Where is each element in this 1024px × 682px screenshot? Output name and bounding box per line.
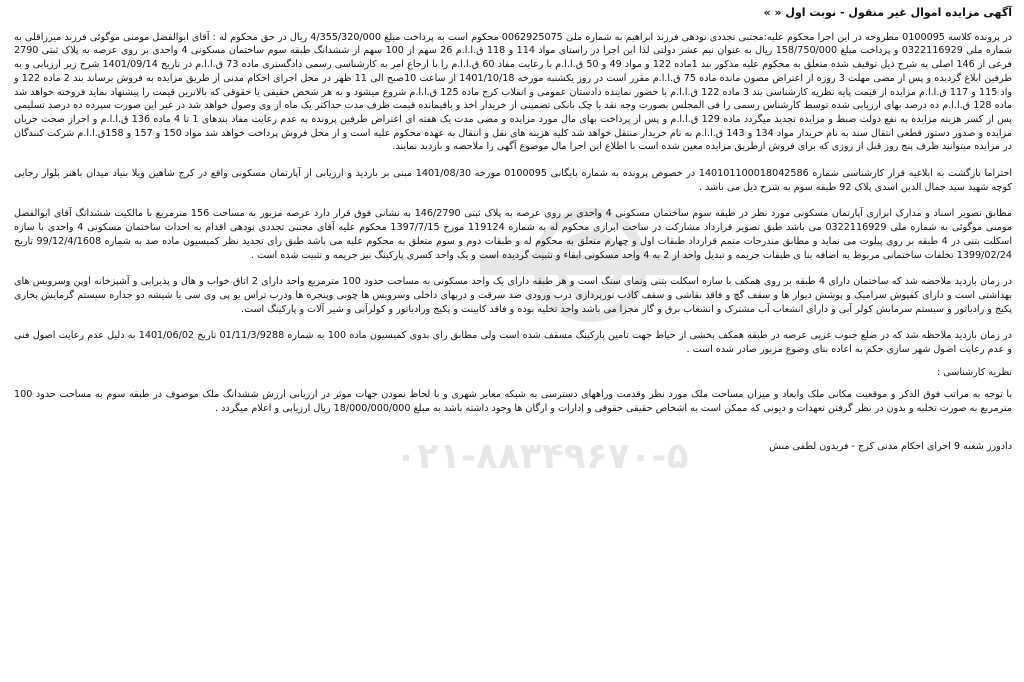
- notice-title: آگهی مزایده اموال غیر منقول - نوبت اول « »: [763, 6, 1012, 19]
- signature: دادورز شعبه 9 اجرای احکام مدنی کرج - فریدون لطفی منش: [769, 440, 1012, 452]
- expert-opinion-label: نظریه کارشناسی :: [937, 366, 1012, 378]
- notice-paragraph-1: در پرونده کلاسه 0100095 مطروحه در این اجرا محکوم علیه:مجتبی تجددی نودهی فرزند ابراهیم به شماره ملی 0062925075 محکوم است به پرداخت مبلغ 4/355/320/000 ریال در حق محکوم له : آقای ابوالفضل مومنی موگوئی فرزند میرزاقلی به شماره ملی 0322116929 و پرداخت مبلغ 158/750/000 ریال به عنوان نیم عشر دولتی لذا این اجرا در راستای مواد 114 و 118 ق.ا.ا.م 26 سهم از 100 سهم از ششدانگ طبقه سوم ساختمان مسکونی 4 واحدی بر روی عرصه به پلاک ثبتی 2790 فرعی از 146 اصلی به شرح ذیل توقیف شده متعلق به محکوم علیه مذکور بند 1ماده 122 و مواد 49 و 50 ق.ا.ا.م با رعایت مفاد 60 ق.ا.ا.م را با ارجاع امر به کارشناسی رسمی دادگستری ماده 73 ق.ا.ا.م در تاریخ 1401/09/14 شرح زیر ارزیابی و به طرفین ابلاغ گردیده و پس از مضی مهلت 3 روزه از اعتراض مصون مانده ماده 75 ق.ا.ا.م مقرر است در روز یکشنبه مورخه 1401/10/18 از ساعت 10صبح الی 11 ظهر در محل اجرای احکام مدنی از طریق مزایده به فروش برساند بند 2 ماده 122 و واد 115 و 117 ق.ا.ا.م مزایده از قیمت پایه نظریه کارشناسی بند 3 ماده 122 ق.ا.ا.م با حضور نماینده دادستان عمومی و انقلاب کرج ماده 125 ق.ا.ا.م شروع میشود و به هر شخص حقیقی یا حقوقی که بالاترین قیمت را پیشنهاد نماید فروخته خواهد شد ماده 128 ق.ا.ا.م ده درصد بهای ارزیابی شده توسط کارشناس رسمی را فی المجلس بصورت وجه نقد یا چک بانکی تضمینی از خریدار اخذ و باقیمانده قیمت ظرف مدت حداکثر یک ماه از وی وصول خواهد شد در غیر این صورت سپرده ده درصد تسلیمی پس از کسر هزینه مزایده به نفع دولت ضبط و مزایده تجدید میگردد ماده 129 ق.ا.ا.م و پس از پرداخت بهای مال مورد مزایده و مضی مدت یک هفته ای اعتراض طرفین پرونده به عدم رعایت مفاد بندهای 1 تا 4 ماده 136 ق.ا.ا.م و احراز صحت جریان مزایده و صدور دستور قطعی انتقال سند به نام خریدار مواد 134 و 143 ق.ا.ا.م به نام خریدار منتقل خواهد شد کلیه هزینه های نقل و انتقال به عهده محکوم علیه است و از محل فروش پرداخت خواهد شد مواد 150 و 157 و 158ق.ا.ا.م شرکت کنندگان در مزایده میتوانند ظرف پنج روز قبل از روزی که برای فروش ازطریق مزایده معین شده است با اطلاع این اجرا مال موضوع آگهی را ملاحضه و بازدید نمایند.: [14, 31, 1013, 153]
- notice-paragraph-5: در زمان بازدید ملاحظه شد که در ضلع جنوب غربی عرصه در طبقه همکف بخشی از حیاط جهت تامین پارکینگ مسقف شده است ولی مطابق رای بدوی کمیسیون ماده 100 به شماره 01/11/3/9288 تاریخ 1401/06/02 به دلیل عدم رعایت اصول فنی و عدم رعایت اصول شهر سازی حکم به اعاده بنای وضوع مزبور صادر شده است .: [14, 330, 1012, 356]
- notice-paragraph-2: احتراما بازگشت به ابلاغیه قرار کارشناسی شماره 140101100018042586 در خصوص پرونده به شماره بایگانی 0100095 مورخه 1401/08/30 مبنی بر بازدید و ارزیابی از آپارتمان مسکونی واقع در کرج شاهین ویلا بنیاد میدان باهنر بلوار رجایی کوچه شهید سید جمال الدین اسدی پلاک 92 طبقه سوم به شرح ذیل می باشد .: [14, 168, 1013, 193]
- notice-paragraph-4: در زمان بازدید ملاحضه شد که ساختمان دارای 4 طبقه بر روی همکف با سازه اسکلت بتنی ونمای سنگ است و هر طبقه دارای یک واحد مسکونی به مساحت حدود 100 مترمربع واحد دارای 2 اتاق خواب و هال و پذیرایی و آشپزخانه اوپن وسرویس های بهداشتی است و دارای کفپوش سرامیک و پوشش دیوار ها و سقف گچ و فاقد نقاشی و سقف کاذب نورپردازی درب ورودی ضد سرقت و دربهای داخلی وسرویس ها چوبی وپنجره ها ودرب تراس یو پی وی سی با شیشه دو جداره سیستم گرمایش بخاری پکیج و رادیاتور و سیستم سرمایش کولر آبی و دارای انشعاب آب مشترک و انشعاب برق و گاز مجزا می باشد واحد تخلیه بوده و فاقد کابینت و پکیج ورادیاتور و کولرآبی و شیر آلات و پارکینگ است.: [14, 276, 1012, 315]
- watermark-phone: ۰۲۱-۸۸۳۴۹۶۷۰-۵: [395, 436, 689, 477]
- notice-paragraph-6: با توجه به مراتب فوق الذکر و موقعیت مکانی ملک وابعاد و میزان مساحت ملک مورد نظر وقدمت وراههای دسترسی به شبکه معابر شهری و با لحاظ نمودن جهات موثر در ارزیابی ارزش ششدانگ ملک موصوف در طبقه سوم به مساحت حدود 100 مترمربع به صورت تخلیه و بدون در نظر گرفتن تعهدات و دیونی که ممکن است به اشخاص حقیقی حقوقی و ادارات و ارگان ها وجود داشته باشد به مبلغ 18/000/000/000 ریال ارزیابی و اعلام میگردد .: [14, 389, 1012, 415]
- notice-paragraph-3: مطابق تصویر اسناد و مدارک ابرازی آپارتمان مسکونی مورد نظر در طبقه سوم ساختمان مسکونی 4 واحدی بر روی عرصه به پلاک ثبتی 146/2790 به نشانی فوق قرار دارد عرصه مزبور به مساحت 156 مترمربع با مالکیت ششدانگ آقای ابوالفضل مومنی موگوئی به شماره ملی 0322116929 می باشد طبق تصویر قرارداد مشارکت در ساخت ابرازی محکوم له به شماره 119124 مورخ 1397/7/15 محکوم علیه آقای مجتبی تجددی نودهی اقدام به احداث ساختمان مسکونی 4 واحدی با سازه اسکلت بتنی در 4 طبقه بر روی پیلوت می نماید و مطابق مندرجات متمم قرارداد طبقات اول و چهارم متعلق به محکوم له و طبقات دوم و سوم متعلق به محکوم علیه می باشد طبق رای تجدید نظر کمیسیون ماده صد به شماره 99/12/4/1608 تاریخ 1399/02/24 تخلفات ساختمانی مربوط به اضافه بنا ی طبقات جریمه و تبدیل واحد از 2 به 4 واحد مسکونی ابقاء و تثبیت گردیده است و یک واحد کسری پارکینگ نیز جریمه و تثبیت شده است .: [14, 208, 1013, 261]
